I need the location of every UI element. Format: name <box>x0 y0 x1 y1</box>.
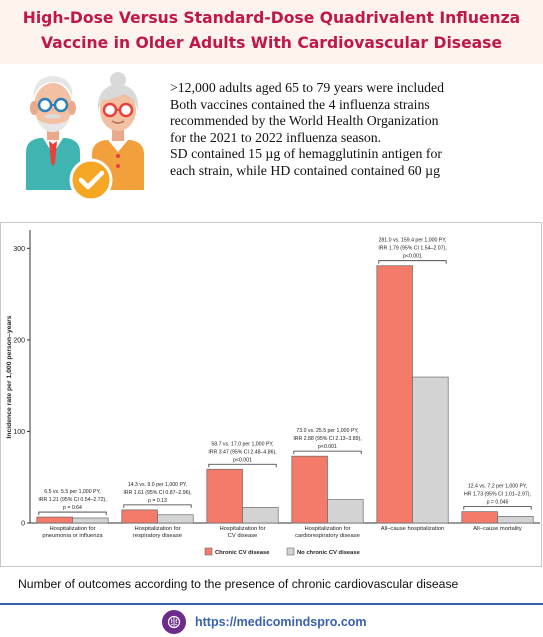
annotation-text: p<0.001 <box>233 457 252 464</box>
y-tick-label: 300 <box>13 245 25 253</box>
x-tick-label: pneumonia or influenza <box>42 533 103 539</box>
footer-divider <box>0 603 543 605</box>
bar-no-chronic-cv <box>73 518 109 523</box>
bar-chronic-cv <box>377 266 413 523</box>
study-facts <box>170 80 540 179</box>
annotation-text: IRR 3.47 (95% CI 2.48–4.86), <box>208 449 277 456</box>
x-tick-label: respiratory disease <box>133 533 182 539</box>
fact-line: >12,000 adults aged 65 to 79 years were included <box>170 80 445 95</box>
annotation-text: 12.4 vs. 7.2 per 1,000 PY, <box>467 483 528 490</box>
bar-chronic-cv <box>462 512 498 523</box>
annotation-text: p<0.001 <box>318 444 337 451</box>
y-axis-title: Incidence rate per 1,000 person–years <box>6 315 13 439</box>
annotation-text: p = 0.64 <box>63 505 82 512</box>
title-band <box>0 0 543 64</box>
annotation-text: IRR 1.21 (95% CI 0.54–2.72), <box>38 497 107 504</box>
annotation-text: 6.5 vs. 5.5 per 1,000 PY, <box>44 489 101 496</box>
elderly-couple-illustration <box>8 68 158 204</box>
page-title-line-1: High-Dose Versus Standard-Dose Quadrivalent Influenza <box>22 9 521 27</box>
y-tick-label: 100 <box>13 428 25 436</box>
outcomes-bar-chart <box>0 222 543 567</box>
y-tick-label: 0 <box>21 520 25 528</box>
fact-line: each strain, while HD contained contained 60 µg <box>170 162 441 178</box>
bar-no-chronic-cv <box>243 507 279 523</box>
legend-label: Chronic CV disease <box>215 550 270 556</box>
bar-no-chronic-cv <box>328 500 364 523</box>
bar-chronic-cv <box>122 510 158 523</box>
y-tick-label: 200 <box>13 337 25 345</box>
bar-no-chronic-cv <box>413 377 449 523</box>
fact-line: Both vaccines contained the 4 influenza strains <box>170 96 430 112</box>
fact-line: recommended by the World Health Organization <box>170 113 439 128</box>
x-tick-label: cardiorespiratory disease <box>295 533 360 539</box>
figure-caption: Number of outcomes according to the presence of chronic cardiovascular disease <box>18 577 459 591</box>
annotation-text: p = 0.046 <box>486 499 509 506</box>
x-tick-label: All–cause mortality <box>473 526 522 532</box>
brain-icon <box>162 610 186 634</box>
fact-line: for the 2021 to 2022 influenza season. <box>170 129 382 145</box>
annotation-text: p<0.001 <box>403 253 422 260</box>
footer <box>162 611 367 633</box>
annotation-text: HR 1.73 (95% CI 1.01–2.97), <box>464 491 531 498</box>
x-tick-label: Hospitalization for <box>219 526 266 532</box>
annotation-text: 14.3 vs. 9.0 per 1,000 PY, <box>127 481 188 488</box>
annotation-text: 281.0 vs. 159.4 per 1,000 PY, <box>378 237 447 244</box>
x-tick-label: Hospitalization for <box>134 526 181 532</box>
legend-swatch <box>287 548 294 555</box>
annotation-text: p = 0.13 <box>148 497 167 504</box>
check-badge-icon <box>71 160 111 200</box>
website-link[interactable]: https://medicomindspro.com <box>195 615 367 629</box>
fact-line: SD contained 15 µg of hemagglutinin antigen for <box>170 146 442 161</box>
bar-no-chronic-cv <box>498 516 534 523</box>
x-tick-label: Hospitalization for <box>49 526 96 532</box>
annotation-text: IRR 1.79 (95% CI 1.54–2.07), <box>378 245 447 252</box>
bar-no-chronic-cv <box>158 515 194 523</box>
bar-chronic-cv <box>292 456 328 523</box>
bar-chronic-cv <box>207 469 243 523</box>
legend-swatch <box>205 548 212 555</box>
annotation-text: 58.7 vs. 17.0 per 1,000 PY, <box>211 441 274 448</box>
legend-label: No chronic CV disease <box>297 550 360 556</box>
x-tick-label: All–cause hospitalization <box>380 526 445 532</box>
x-tick-label: Hospitalization for <box>304 526 351 532</box>
x-tick-label: CV disease <box>227 533 258 539</box>
annotation-text: 73.0 vs. 25.5 per 1,000 PY, <box>296 428 359 435</box>
bar-chronic-cv <box>37 517 73 523</box>
annotation-text: IRR 2.88 (95% CI 2.13–3.89), <box>293 436 362 443</box>
page-title-line-2: Vaccine in Older Adults With Cardiovascular Disease <box>40 34 503 52</box>
annotation-text: IRR 1.61 (95% CI 0.87–2.96), <box>123 489 192 496</box>
